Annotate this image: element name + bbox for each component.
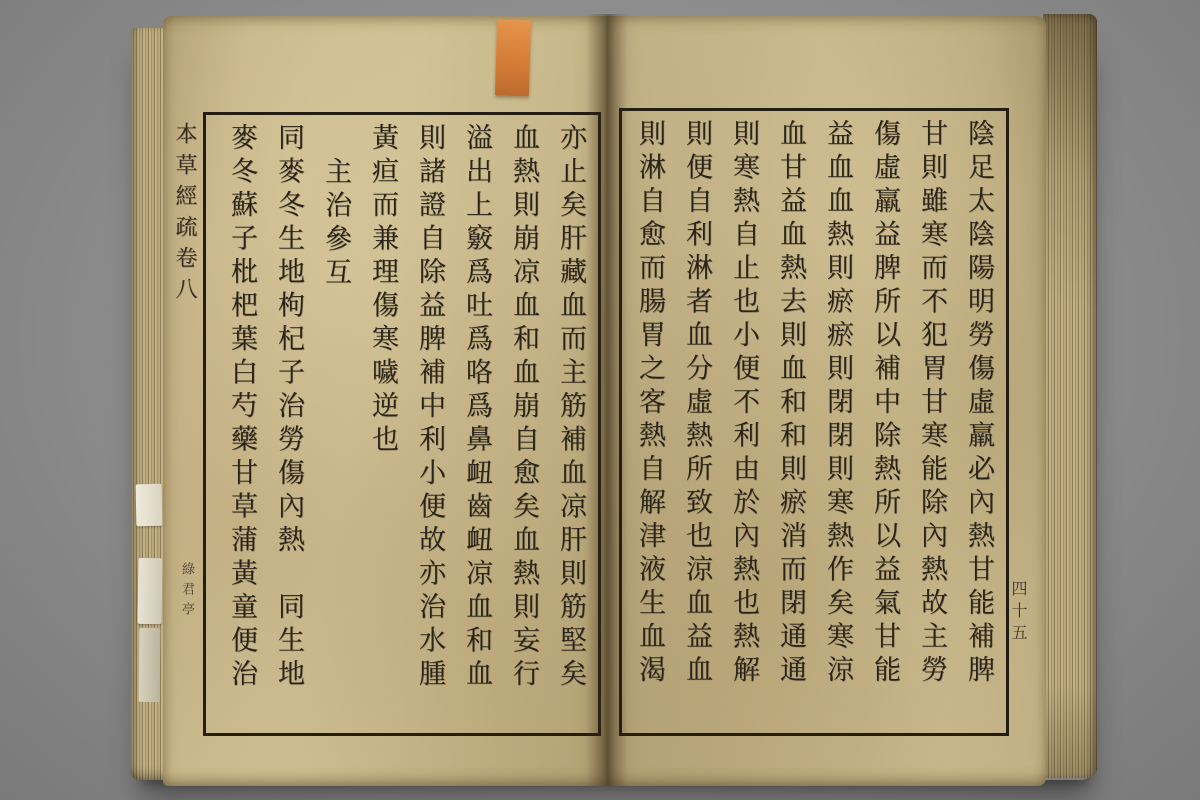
text-column: 傷虛羸益脾所以補中除熱所以益氣甘能	[869, 119, 900, 689]
text-column: 主治參互	[320, 156, 351, 291]
left-text-block	[203, 112, 601, 736]
text-column: 黃疸而兼理傷寒噦逆也	[367, 123, 398, 458]
text-column: 益血血熱則瘀瘀則閉閉則寒熱作矣寒涼	[822, 119, 853, 689]
page-marker-slip	[138, 558, 163, 624]
text-column: 甘則雖寒而不犯胃甘寒能除內熱故主勞	[916, 119, 947, 689]
right-text-block	[619, 108, 1009, 736]
text-column: 血甘益血熱去則血和和則瘀消而閉通通	[775, 119, 806, 689]
publisher-colophon: 綠君亭	[179, 562, 194, 622]
text-column: 則諸證自除益脾補中利小便故亦治水腫	[414, 123, 445, 693]
page-marker-slip	[139, 628, 161, 702]
text-column: 陰足太陰陽明勞傷虛羸必內熱甘能補脾	[963, 119, 994, 689]
volume-title: 本草經疏卷八	[172, 122, 197, 308]
folio-number: 四十五	[1009, 580, 1028, 646]
text-column: 同麥冬生地枸杞子治勞傷內熱 同生地	[273, 123, 304, 693]
left-page	[163, 16, 608, 786]
orange-bookmark-slip	[495, 20, 531, 97]
page-edges-right	[1043, 14, 1097, 778]
text-column: 則寒熱自止也小便不利由於內熱也熱解	[728, 119, 759, 689]
book	[128, 6, 1100, 792]
text-column: 亦止矣肝藏血而主筋補血凉肝則筋堅矣	[555, 123, 586, 693]
text-column: 則淋自愈而腸胃之客熱自解津液生血渴	[634, 119, 665, 689]
page-marker-slip	[136, 484, 163, 526]
text-column: 則便自利淋者血分虛熱所致也涼血益血	[681, 119, 712, 689]
text-column: 麥冬蘇子枇杷葉白芍藥甘草蒲黃童便治	[226, 123, 257, 693]
right-page	[606, 16, 1046, 786]
text-column: 血熱則崩凉血和血崩自愈矣血熱則妄行	[508, 123, 539, 693]
text-column: 溢出上竅爲吐爲咯爲鼻衄齒衄凉血和血	[461, 123, 492, 693]
